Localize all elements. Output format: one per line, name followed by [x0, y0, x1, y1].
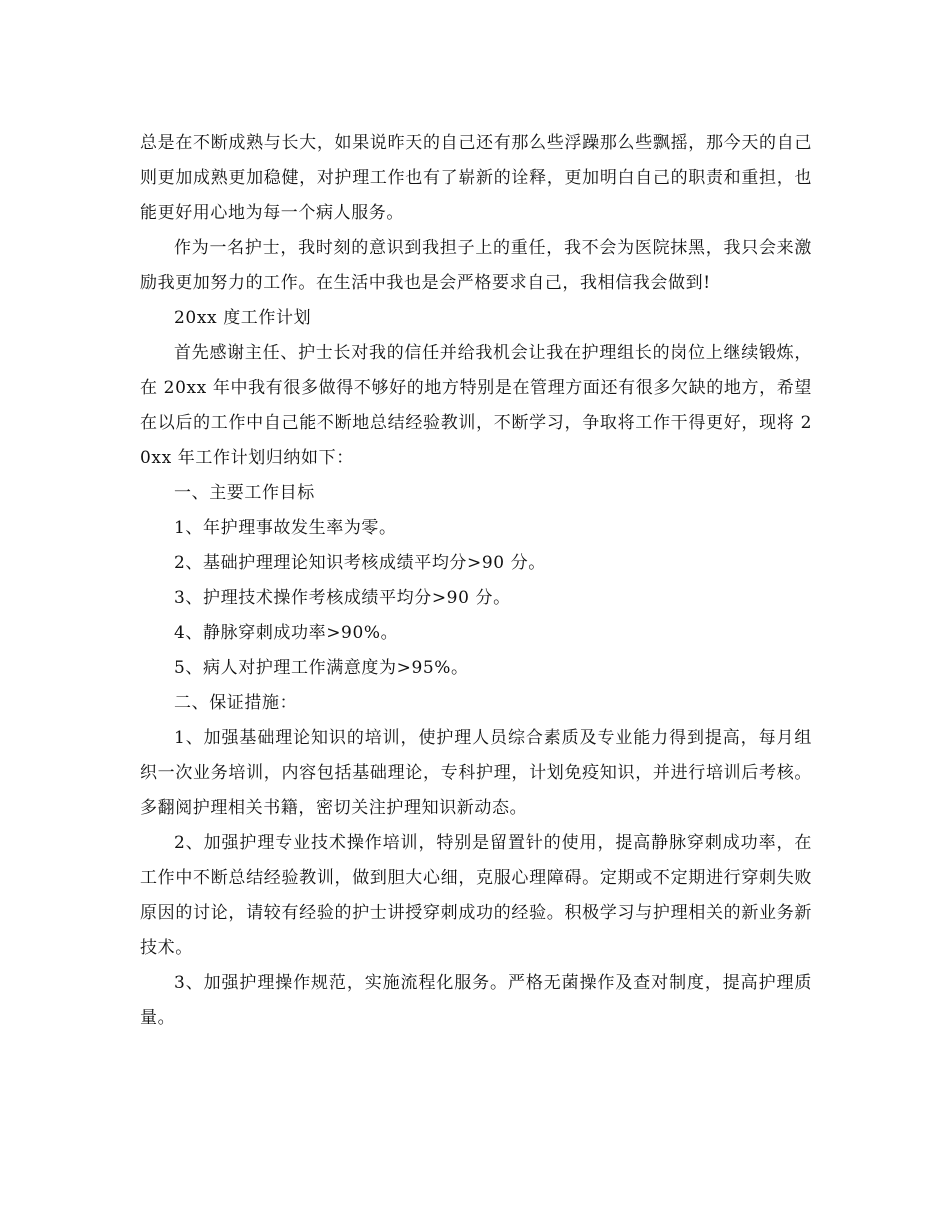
goal-item-2: 2、基础护理理论知识考核成绩平均分>90 分。: [174, 553, 546, 573]
goal-item-4: 4、静脉穿刺成功率>90%。: [174, 623, 399, 643]
measure-item-3: 3、加强护理操作规范，实施流程化服务。严格无菌操作及查对制度，提高护理质量。: [140, 973, 812, 1028]
measure-item-2: 2、加强护理专业技术操作培训，特别是留置针的使用，提高静脉穿刺成功率，在工作中不断总结经验教训，做到胆大心细，克服心理障碍。定期或不定期进行穿刺失败原因的讨论，请较有经验的护士讲授穿刺成功的经验。积极学习与护理相关的新业务新技术。: [140, 833, 812, 958]
document-body: [140, 126, 812, 1036]
paragraph-continuation: 总是在不断成熟与长大，如果说昨天的自己还有那么些浮躁那么些飘摇，那今天的自己则更加成熟更加稳健，对护理工作也有了崭新的诠释，更加明白自己的职责和重担，也能更好用心地为每一个病人服务。: [140, 133, 812, 223]
goal-item-1: 1、年护理事故发生率为零。: [174, 518, 397, 538]
section-heading-measures: 二、保证措施：: [174, 693, 298, 713]
goal-item-3: 3、护理技术操作考核成绩平均分>90 分。: [174, 588, 511, 608]
paragraph-nurse-duty: 作为一名护士，我时刻的意识到我担子上的重任，我不会为医院抹黑，我只会来激励我更加努力的工作。在生活中我也是会严格要求自己，我相信我会做到!: [140, 238, 812, 293]
measure-item-1: 1、加强基础理论知识的培训，使护理人员综合素质及专业能力得到提高，每月组织一次业务培训，内容包括基础理论，专科护理，计划免疫知识，并进行培训后考核。多翻阅护理相关书籍，密切关注护理知识新动态。: [140, 728, 812, 818]
paragraph-introduction: 首先感谢主任、护士长对我的信任并给我机会让我在护理组长的岗位上继续锻炼，在 20xx 年中我有很多做得不够好的地方特别是在管理方面还有很多欠缺的地方，希望在以后的工作中自己能不断地总结经验教训，不断学习，争取将工作干得更好，现将 20xx 年工作计划归纳如下：: [140, 343, 812, 468]
goal-item-5: 5、病人对护理工作满意度为>95%。: [174, 658, 469, 678]
plan-title: 20xx 度工作计划: [174, 308, 312, 328]
section-heading-goals: 一、主要工作目标: [174, 483, 315, 503]
